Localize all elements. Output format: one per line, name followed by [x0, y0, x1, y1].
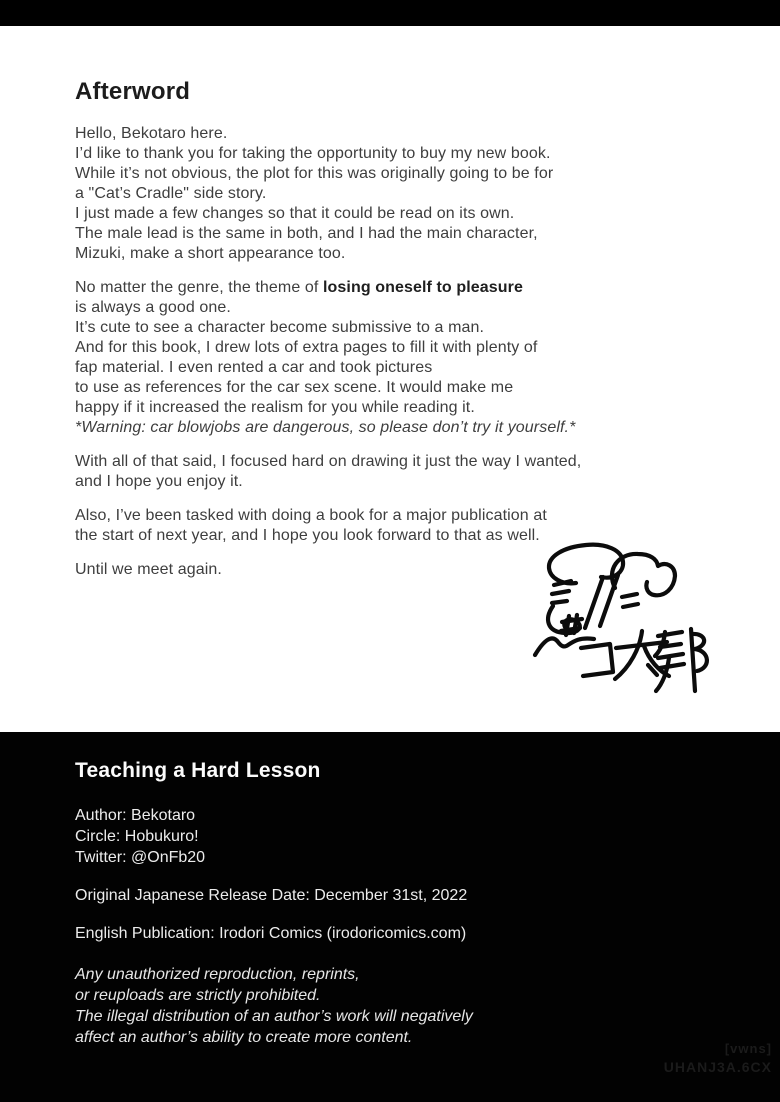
afterword-line: Also, I’ve been tasked with doing a book for a major publication at — [75, 507, 547, 524]
afterword-paragraph-1 — [75, 124, 720, 264]
bekotaro-signature-doodle — [518, 536, 778, 706]
signature-kanji-rou — [660, 644, 681, 647]
signature-kanji-rou — [691, 629, 695, 691]
watermark-line: UHANJ3A.6CX — [663, 1058, 772, 1075]
doodle-stroke — [552, 601, 567, 603]
doodle-mark — [574, 615, 577, 633]
afterword-line: The male lead is the same in both, and I had the main character, — [75, 225, 538, 242]
afterword-line: With all of that said, I focused hard on drawing it just the way I wanted, — [75, 453, 582, 470]
doodle-stroke — [552, 591, 569, 594]
twitter-credit: Twitter: @OnFb20 — [75, 849, 206, 866]
page-top-border — [0, 0, 780, 26]
afterword-line: It’s cute to see a character become submissive to a man. — [75, 319, 485, 336]
page-title: Afterword — [75, 78, 191, 105]
afterword-line: the start of next year, and I hope you look forward to that as well. — [75, 527, 540, 544]
afterword-section — [75, 78, 720, 580]
circle-credit: Circle: Hobukuro! — [75, 828, 199, 845]
release-date-line: Original Japanese Release Date: December 31st, 2022 — [75, 887, 468, 904]
afterword-line: and I hope you enjoy it. — [75, 473, 243, 490]
doodle-mark — [566, 616, 569, 635]
afterword-line: I just made a few changes so that it could be read on its own. — [75, 205, 515, 222]
colophon-content — [0, 732, 780, 1048]
afterword-line: And for this book, I drew lots of extra pages to fill it with plenty of — [75, 339, 538, 356]
closing-line: Until we meet again. — [75, 561, 222, 578]
doodle-equals — [623, 604, 638, 607]
author-credit: Author: Bekotaro — [75, 807, 196, 824]
doodle-mark — [562, 619, 582, 622]
colophon-footer — [0, 732, 780, 1102]
theme-bold-text: losing oneself to pleasure — [322, 279, 523, 296]
doodle-cloud-right — [612, 554, 675, 595]
signature-kanji-ta — [615, 631, 642, 679]
legal-line: or reuploads are strictly prohibited. — [75, 987, 321, 1004]
warning-line: *Warning: car blowjobs are dangerous, so please don’t try it yourself.* — [75, 419, 576, 436]
afterword-line: fap material. I even rented a car and took pictures — [75, 359, 433, 376]
publication-line: English Publication: Irodori Comics (irodoricomics.com) — [75, 925, 467, 942]
afterword-line: Hello, Bekotaro here. — [75, 125, 228, 142]
afterword-line — [75, 278, 720, 298]
credits-block — [75, 805, 740, 868]
afterword-line: While it’s not obvious, the plot for this was originally going to be for — [75, 165, 554, 182]
afterword-line: happy if it increased the realism for you while reading it. — [75, 399, 475, 416]
doodle-mark — [561, 628, 580, 631]
legal-line: affect an author’s ability to create more content. — [75, 1029, 413, 1046]
legal-line: The illegal distribution of an author’s work will negatively — [75, 1008, 473, 1025]
book-title: Teaching a Hard Lesson — [75, 759, 321, 782]
legal-notice — [75, 964, 740, 1048]
signature-kanji-rou — [660, 664, 684, 668]
doodle-equals — [622, 594, 637, 597]
theme-line-prefix: No matter the genre, the theme of — [75, 279, 323, 296]
afterword-line: I’d like to thank you for taking the opportunity to buy my new book. — [75, 145, 551, 162]
signature-kana-ko — [581, 644, 613, 676]
afterword-line: a "Cat’s Cradle" side story. — [75, 185, 267, 202]
legal-line: Any unauthorized reproduction, reprints, — [75, 966, 360, 983]
afterword-line: to use as references for the car sex scene. It would make me — [75, 379, 514, 396]
afterword-line: is always a good one. — [75, 299, 231, 316]
afterword-paragraph-3 — [75, 452, 720, 492]
afterword-line: Mizuki, make a short appearance too. — [75, 245, 346, 262]
afterword-paragraph-2 — [75, 278, 720, 438]
signature-kanji-rou — [658, 632, 682, 636]
faint-watermark — [664, 1041, 772, 1076]
watermark-line: [vwns] — [724, 1040, 772, 1056]
